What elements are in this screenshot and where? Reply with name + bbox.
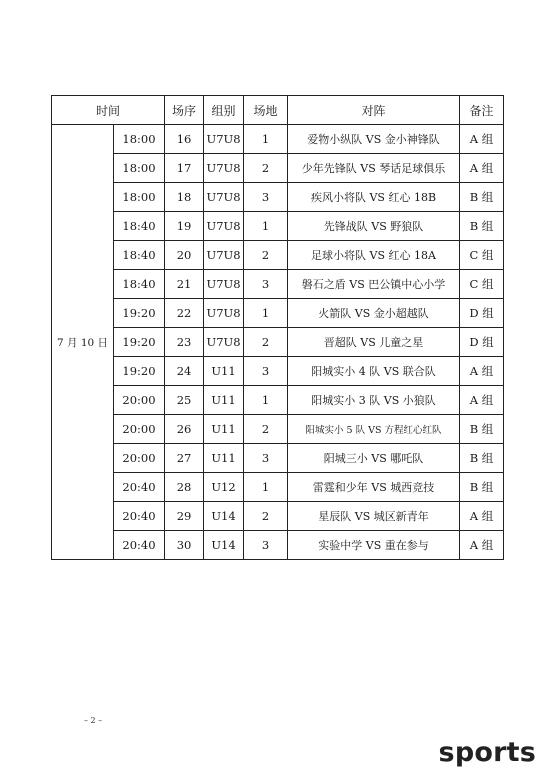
header-group: 组别	[204, 96, 244, 125]
table-row	[52, 502, 504, 531]
cell-note: A 组	[460, 357, 504, 386]
cell-time: 20:40	[114, 531, 165, 560]
cell-note: C 组	[460, 270, 504, 299]
date-cell: 7 月 10 日	[52, 125, 114, 560]
cell-venue: 1	[244, 473, 288, 502]
table-row	[52, 357, 504, 386]
header-note: 备注	[460, 96, 504, 125]
cell-time: 18:40	[114, 270, 165, 299]
cell-note: C 组	[460, 241, 504, 270]
cell-order: 29	[165, 502, 204, 531]
cell-time: 18:00	[114, 183, 165, 212]
cell-match: 阳城实小 3 队 VS 小狼队	[288, 386, 460, 415]
cell-group: U11	[204, 444, 244, 473]
cell-order: 16	[165, 125, 204, 154]
cell-venue: 3	[244, 270, 288, 299]
cell-time: 20:00	[114, 444, 165, 473]
cell-match: 阳城实小 5 队 VS 方程红心红队	[288, 415, 460, 444]
cell-time: 18:40	[114, 212, 165, 241]
cell-time: 20:40	[114, 502, 165, 531]
cell-match: 少年先锋队 VS 琴话足球俱乐	[288, 154, 460, 183]
cell-order: 18	[165, 183, 204, 212]
table-row	[52, 415, 504, 444]
cell-match: 火箭队 VS 金小超越队	[288, 299, 460, 328]
page-number: – 2 –	[84, 716, 103, 725]
cell-venue: 3	[244, 444, 288, 473]
cell-time: 18:00	[114, 125, 165, 154]
cell-group: U11	[204, 357, 244, 386]
table-row	[52, 299, 504, 328]
cell-order: 17	[165, 154, 204, 183]
cell-match: 阳城实小 4 队 VS 联合队	[288, 357, 460, 386]
table-row	[52, 531, 504, 560]
cell-venue: 2	[244, 154, 288, 183]
cell-match: 星辰队 VS 城区新青年	[288, 502, 460, 531]
table-row	[52, 328, 504, 357]
cell-order: 26	[165, 415, 204, 444]
table-body	[52, 125, 504, 560]
cell-group: U7U8	[204, 270, 244, 299]
cell-time: 19:20	[114, 357, 165, 386]
cell-time: 18:40	[114, 241, 165, 270]
sports-logo: sports	[438, 737, 536, 768]
cell-order: 21	[165, 270, 204, 299]
cell-group: U12	[204, 473, 244, 502]
cell-match: 疾风小将队 VS 红心 18B	[288, 183, 460, 212]
table-row	[52, 473, 504, 502]
table-header-row	[52, 96, 504, 125]
cell-order: 22	[165, 299, 204, 328]
cell-note: A 组	[460, 531, 504, 560]
cell-note: A 组	[460, 154, 504, 183]
cell-order: 30	[165, 531, 204, 560]
cell-order: 27	[165, 444, 204, 473]
cell-note: D 组	[460, 299, 504, 328]
cell-venue: 1	[244, 299, 288, 328]
cell-note: B 组	[460, 415, 504, 444]
cell-group: U7U8	[204, 299, 244, 328]
cell-match: 雷霆和少年 VS 城西竞技	[288, 473, 460, 502]
table-row	[52, 444, 504, 473]
cell-venue: 3	[244, 183, 288, 212]
cell-note: A 组	[460, 125, 504, 154]
cell-venue: 2	[244, 415, 288, 444]
cell-note: D 组	[460, 328, 504, 357]
cell-match: 阳城三小 VS 哪吒队	[288, 444, 460, 473]
cell-note: B 组	[460, 473, 504, 502]
cell-venue: 2	[244, 502, 288, 531]
cell-group: U7U8	[204, 125, 244, 154]
cell-group: U7U8	[204, 212, 244, 241]
cell-match: 磐石之盾 VS 巴公镇中心小学	[288, 270, 460, 299]
cell-group: U11	[204, 386, 244, 415]
header-venue: 场地	[244, 96, 288, 125]
table-row	[52, 154, 504, 183]
cell-order: 19	[165, 212, 204, 241]
cell-time: 19:20	[114, 299, 165, 328]
cell-time: 20:40	[114, 473, 165, 502]
cell-time: 19:20	[114, 328, 165, 357]
cell-note: B 组	[460, 212, 504, 241]
cell-venue: 2	[244, 328, 288, 357]
header-match: 对阵	[288, 96, 460, 125]
cell-note: B 组	[460, 444, 504, 473]
cell-venue: 1	[244, 386, 288, 415]
cell-time: 20:00	[114, 386, 165, 415]
cell-note: A 组	[460, 386, 504, 415]
cell-match: 足球小将队 VS 红心 18A	[288, 241, 460, 270]
cell-order: 24	[165, 357, 204, 386]
cell-group: U14	[204, 531, 244, 560]
cell-venue: 3	[244, 531, 288, 560]
cell-note: B 组	[460, 183, 504, 212]
header-order: 场序	[165, 96, 204, 125]
cell-group: U14	[204, 502, 244, 531]
cell-venue: 2	[244, 241, 288, 270]
table-row	[52, 125, 504, 154]
match-schedule-table	[51, 95, 504, 560]
table-row	[52, 270, 504, 299]
cell-group: U7U8	[204, 154, 244, 183]
cell-group: U11	[204, 415, 244, 444]
cell-order: 23	[165, 328, 204, 357]
cell-group: U7U8	[204, 183, 244, 212]
cell-venue: 1	[244, 212, 288, 241]
cell-time: 18:00	[114, 154, 165, 183]
cell-match: 先锋战队 VS 野狼队	[288, 212, 460, 241]
table-row	[52, 241, 504, 270]
cell-time: 20:00	[114, 415, 165, 444]
table-row	[52, 212, 504, 241]
cell-order: 25	[165, 386, 204, 415]
cell-venue: 3	[244, 357, 288, 386]
cell-match: 晋超队 VS 儿童之星	[288, 328, 460, 357]
table-row	[52, 183, 504, 212]
header-time: 时间	[52, 96, 165, 125]
cell-group: U7U8	[204, 241, 244, 270]
cell-group: U7U8	[204, 328, 244, 357]
table-row	[52, 386, 504, 415]
cell-order: 20	[165, 241, 204, 270]
cell-venue: 1	[244, 125, 288, 154]
cell-order: 28	[165, 473, 204, 502]
cell-match: 实验中学 VS 重在参与	[288, 531, 460, 560]
cell-note: A 组	[460, 502, 504, 531]
cell-match: 爱物小纵队 VS 金小神锋队	[288, 125, 460, 154]
